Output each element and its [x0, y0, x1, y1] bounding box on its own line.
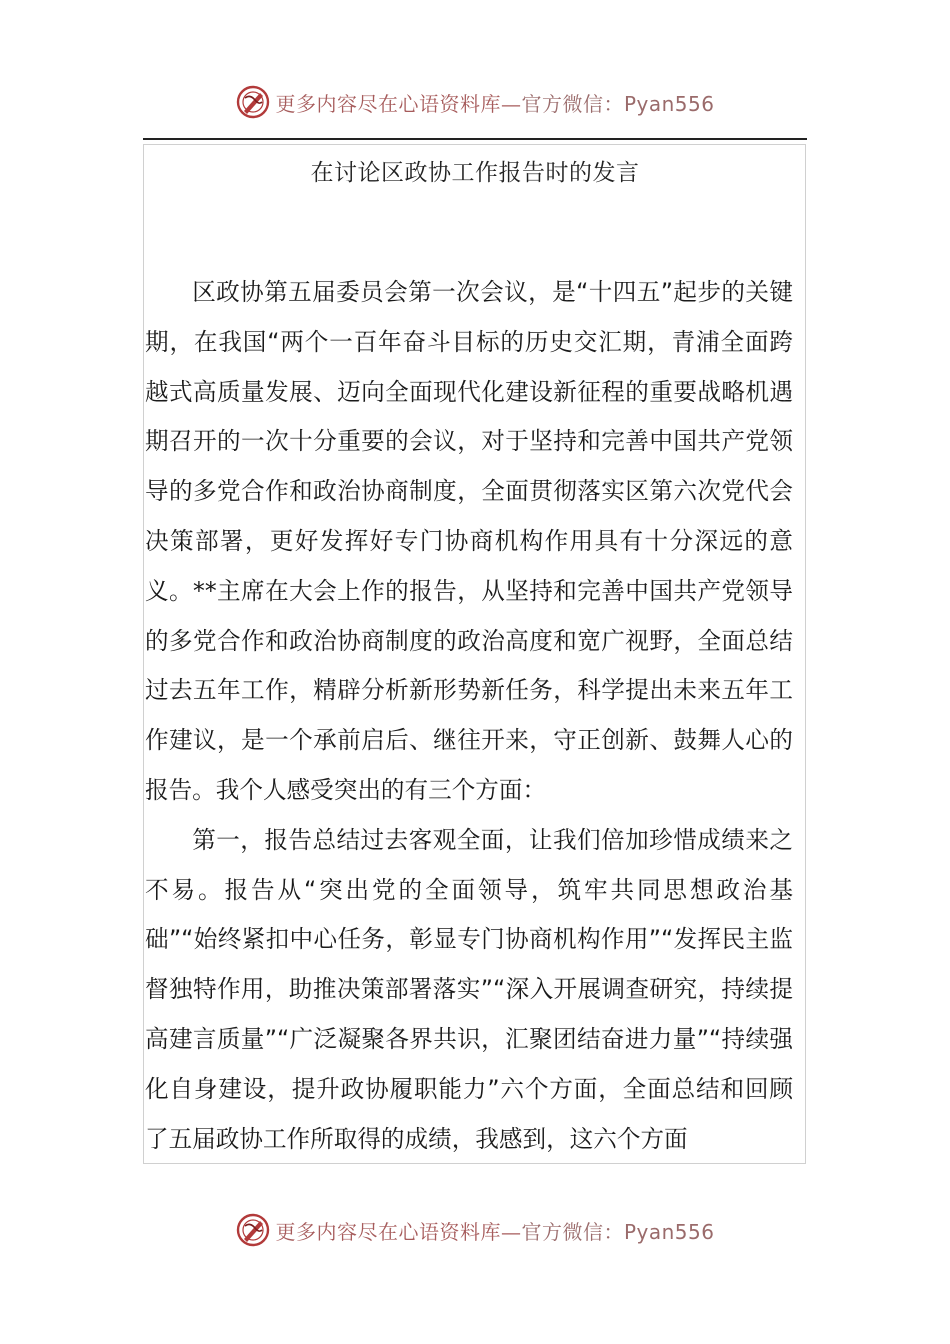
paragraph: 区政协第五届委员会第一次会议，是“十四五”起步的关键期，在我国“两个一百年奋斗目标的历史交汇期，青浦全面跨越式高质量发展、迈向全面现代化建设新征程的重要战略机遇期召开的一次十分重要的会议，对于坚持和完善中国共产党领导的多党合作和政治协商制度，全面贯彻落实区第六次党代会决策部署，更好发挥好专门协商机构作用具有十分深远的意义。**主席在大会上作的报告，从坚持和完善中国共产党领导的多党合作和政治协商制度的政治高度和宽广视野，全面总结过去五年工作，精辟分析新形势新任务，科学提出未来五年工作建议，是一个承前启后、继往开来，守正创新、鼓舞人心的报告。我个人感受突出的有三个方面： — [145, 278, 793, 804]
paragraph: 第一，报告总结过去客观全面，让我们倍加珍惜成绩来之不易。报告从“突出党的全面领导，筑牢共同思想政治基础”“始终紧扣中心任务，彰显专门协商机构作用”“发挥民主监督独特作用，助推决策部署落实”“深入开展调查研究，持续提高建言质量”“广泛凝聚各界共识，汇聚团结奋进力量”“持续强化自身建设，提升政协履职能力”六个方面，全面总结和回顾了五届政协工作所取得的成绩，我感到，这六个方面 — [145, 825, 793, 1153]
header-rule — [143, 138, 807, 140]
watermark-wechat: 官方微信：Pyan556 — [521, 91, 715, 116]
header-watermark — [0, 80, 950, 124]
watermark-main: 更多内容尽在心语资料库— — [275, 1219, 522, 1244]
footer-watermark — [0, 1208, 950, 1252]
document-body — [145, 268, 793, 1164]
watermark-wechat: 官方微信：Pyan556 — [521, 1219, 715, 1244]
watermark-text — [275, 88, 714, 117]
red-seal-logo-icon — [235, 1212, 271, 1248]
document-title: 在讨论区政协工作报告时的发言 — [310, 160, 640, 186]
watermark-text — [275, 1216, 714, 1245]
red-seal-logo-icon — [235, 84, 271, 120]
watermark-main: 更多内容尽在心语资料库— — [275, 91, 522, 116]
